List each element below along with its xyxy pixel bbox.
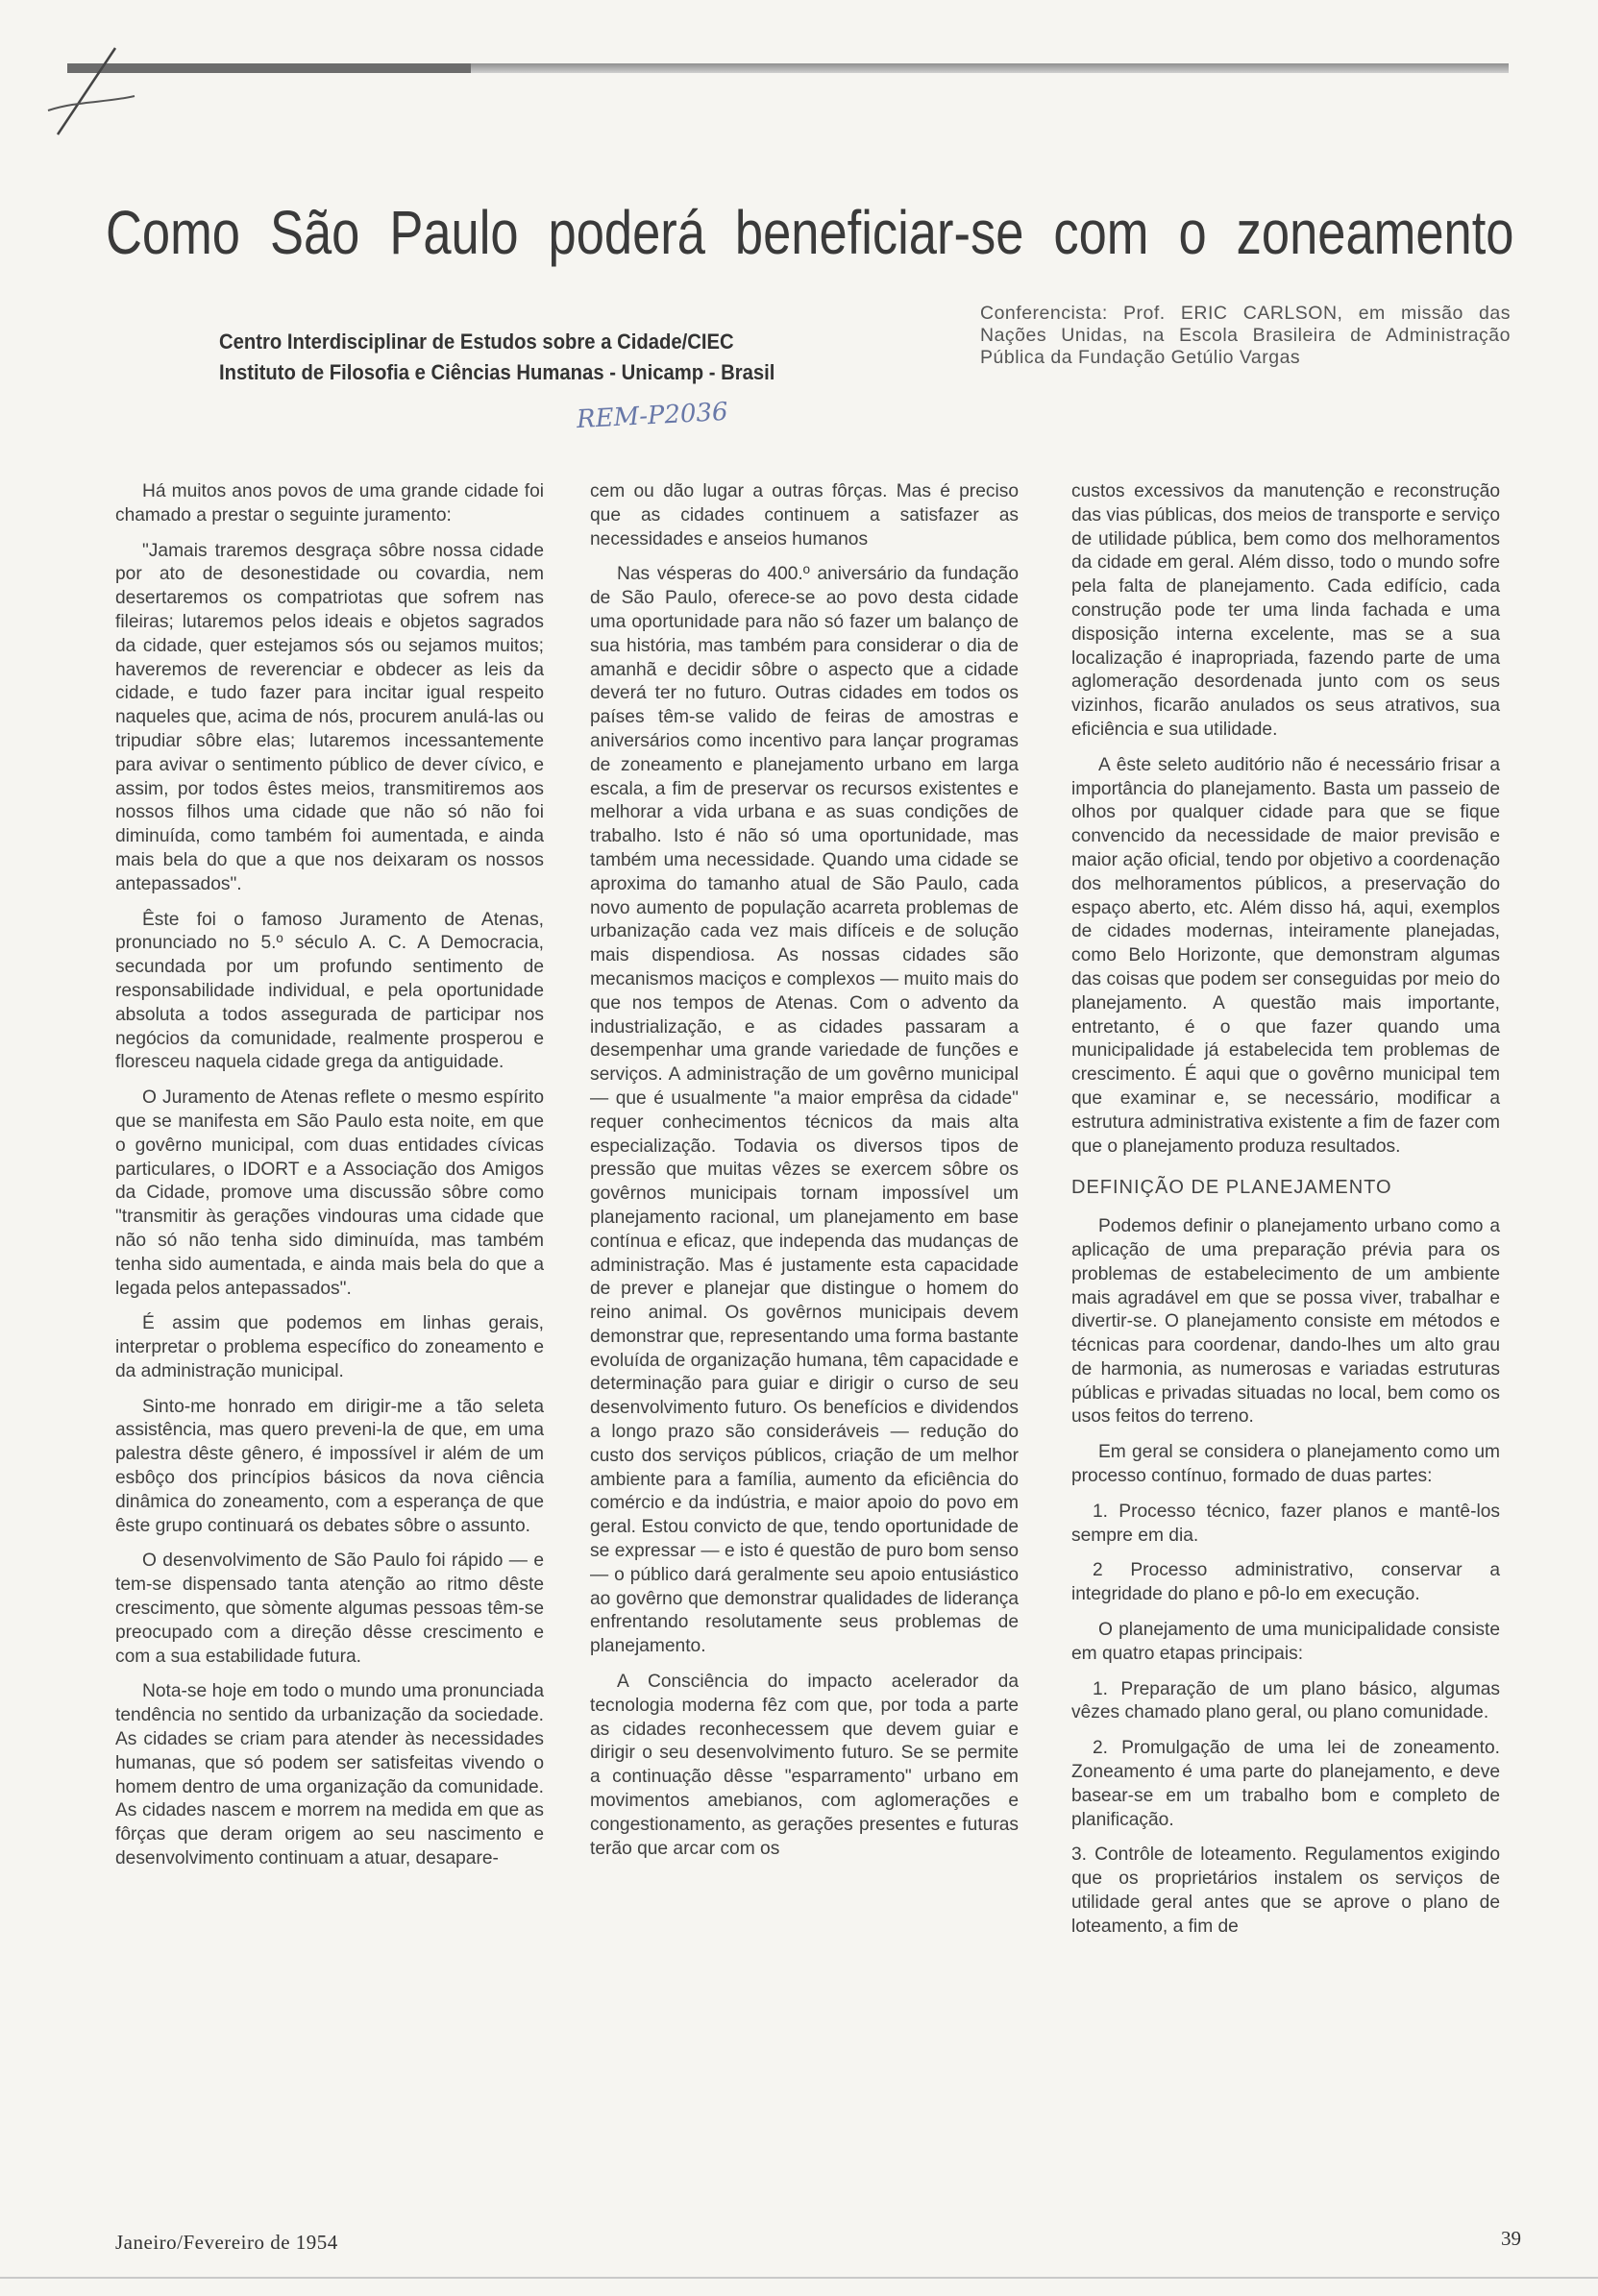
paragraph: custos excessivos da manutenção e reconstrução das vias públicas, dos meios de transporte e serviço de utilidade pública, bem como dos melhoramentos da cidade em geral. Além disso, todo o mundo sofre pela falta de planejamento. Cada edifício, cada construção pode ter uma linda fachada e uma disposição interna excelente, mas se a sua localização é inapropriada, fazendo parte de uma aglomeração desordenada junto com os seus vizinhos, ficarão anulados os seus atrativos, sua eficiência e sua utilidade.	[1071, 481, 1500, 740]
paragraph: O desenvolvimento de São Paulo foi rápido — e tem-se dispensado tanta atenção ao ritmo dêste crescimento, que sòmente algumas pessoas têm-se preocupado com a direção dêsse crescimento e com a sua estabilidade futura.	[115, 1551, 544, 1667]
pen-mark-icon	[38, 43, 154, 139]
text-column-1	[115, 480, 544, 1883]
issue-date: Janeiro/Fevereiro de 1954	[115, 2231, 338, 2254]
paragraph: cem ou dão lugar a outras fôrças. Mas é preciso que as cidades continuem a satisfazer as necessidades e anseios humanos	[590, 481, 1019, 550]
page-number: 39	[1501, 2227, 1521, 2250]
paragraph: Em geral se considera o planejamento como um processo contínuo, formado de duas partes:	[1071, 1442, 1500, 1487]
institution-line-1: Centro Interdisciplinar de Estudos sobre a Cidade/CIEC	[219, 330, 734, 354]
paragraph: "Jamais traremos desgraça sôbre nossa cidade por ato de desonestidade ou covardia, nem desertaremos os compatriotas que sofrem nas fileiras; lutaremos pelos ideais e objetos sagrados da cidade, quer estejamos sós ou sejamos muitos; haveremos de reverenciar e obdecer as leis da cidade, e tudo fazer para incitar igual respeito naqueles que, acima de nós, procurem anulá-las ou tripudiar sôbre elas; lutaremos incessantemente para avivar o sentimento público de dever cívico, e assim, por todos êstes meios, transmitiremos aos nossos filhos uma cidade que não só não foi diminuída, como também foi aumentada, e ainda mais bela do que a que nos deixaram os nossos antepassados".	[115, 540, 544, 894]
catalog-stamp: REM-P2036	[576, 397, 729, 435]
list-item: 3. Contrôle de loteamento. Regulamentos exigindo que os proprietários instalem os serviços de utilidade geral antes que se aprove o plano de loteamento, a fim de	[1071, 1844, 1500, 1937]
paragraph: Nas vésperas do 400.º aniversário da fundação de São Paulo, oferece-se ao povo desta cidade uma oportunidade para não só fazer um balanço de sua história, mas também para considerar o dia de amanhã e decidir sôbre o aspecto que a cidade deverá ter no futuro. Outras cidades em todos os países têm-se valido de feiras de amostras e aniversários como incentivo para lançar programas de zoneamento e planejamento urbano em larga escala, a fim de preservar os recursos existentes e melhorar a vida urbana e as suas condições de trabalho. Isto é não só uma oportunidade, mas também uma necessidade. Quando uma cidade se aproxima do tamanho atual de São Paulo, cada novo aumento de população acarreta problemas de urbanização cada vez mais difíceis e de solução mais dispendiosa. As nossas cidades são mecanismos maciços e complexos — muito mais do que nos tempos de Atenas. Com o advento da industrialização, e as cidades passaram a desempenhar uma grande variedade de funções e serviços. A administração de um govêrno municipal — que é usualmente "a maior emprêsa da cidade" requer conhecimentos técnicos da mais alta especialização. Todavia os diversos tipos de pressão que muitas vêzes se exercem sôbre os govêrnos municipais tornam impossível um planejamento racional, um planejamento em base contínua e eficaz, que independa das mudanças de administração. Mas é justamente esta capacidade de prever e planejar que distingue o homem do reino animal. Os govêrnos municipais devem demonstrar que, representando uma forma bastante evoluída de organização humana, têm capacidade e determinação para guiar e dirigir o curso de seu desenvolvimento futuro. Os benefícios e dividendos a longo prazo são consideráveis — redução do custo dos serviços públicos, criação de um melhor ambiente para a família, aumento da eficiência do comércio e da indústria, e maior apoio do povo em geral. Estou convicto de que, tendo oportunidade de se expressar — e isto é questão de puro bom senso — o público dará geralmente seu apoio entusiástico ao govêrno que demonstrar qualidades de liderança enfrentando resolutamente seus problemas de planejamento.	[590, 564, 1019, 1657]
paragraph: A Consciência do impacto acelerador da tecnologia moderna fêz com que, por toda a parte as cidades reconhecessem que devem guiar e dirigir o seu desenvolvimento futuro. Se se permite a continuação dêsse "esparramento" urbano em movimentos amebianos, com aglomerações e congestionamento, as gerações presentes e futuras terão que arcar com os	[590, 1672, 1019, 1859]
paragraph: Êste foi o famoso Juramento de Atenas, pronunciado no 5.º século A. C. A Democracia, secundada por um profundo sentimento de responsabilidade individual, e pela oportunidade absoluta a todos assegurada de participar nos negócios da comunidade, realmente prosperou e floresceu naquela cidade grega da antiguidade.	[115, 909, 544, 1073]
paragraph: Sinto-me honrado em dirigir-me a tão seleta assistência, mas quero preveni-la de que, em uma palestra dêste gênero, é impossível ir além de um esbôço dos princípios básicos da nova ciência dinâmica do zoneamento, com a esperança de que êste grupo continuará os debates sôbre o assunto.	[115, 1396, 544, 1536]
list-item: 2. Promulgação de uma lei de zoneamento. Zoneamento é uma parte do planejamento, e deve basear-se em um trabalho bom e completo de planificação.	[1071, 1738, 1500, 1830]
text-column-2	[590, 480, 1019, 1872]
paragraph: Podemos definir o planejamento urbano como a aplicação de uma preparação prévia para os problemas de estabelecimento de um ambiente mais agradável em que se possa viver, trabalhar e divertir-se. O planejamento consiste em métodos e técnicas para coordenar, dando-lhes um alto grau de harmonia, as numerosas e variadas estruturas públicas e privadas situadas no local, bem como os usos feitos do terreno.	[1071, 1216, 1500, 1428]
institution-block	[219, 327, 824, 388]
list-item: 2 Processo administrativo, conservar a integridade do plano e pô-lo em execução.	[1071, 1560, 1500, 1605]
section-heading: DEFINIÇÃO DE PLANEJAMENTO	[1071, 1177, 1392, 1199]
paragraph: É assim que podemos em linhas gerais, interpretar o problema específico do zoneamento e da administração municipal.	[115, 1313, 544, 1381]
bottom-rule	[0, 2277, 1598, 2279]
article-title: Como São Paulo poderá beneficiar-se com o zoneamento	[106, 198, 1514, 267]
list-item: 1. Processo técnico, fazer planos e mantê-los sempre em dia.	[1071, 1501, 1500, 1546]
paragraph: Nota-se hoje em todo o mundo uma pronunciada tendência no sentido da urbanização da sociedade. As cidades se criam para atender às necessidades humanas, que só podem ser satisfeitas vivendo o homem dentro de uma organização da comunidade. As cidades nascem e morrem na medida em que as fôrças que deram origem ao seu nascimento e desenvolvimento continuam a atuar, desapare-	[115, 1681, 544, 1869]
paragraph: O Juramento de Atenas reflete o mesmo espírito que se manifesta em São Paulo esta noite, em que o govêrno municipal, com duas entidades cívicas particulares, o IDORT e a Associação dos Amigos da Cidade, promove uma discussão sôbre como "transmitir às gerações vindouras uma cidade que não só não tenha sido diminuída, mas também tenha sido aumentada, e ainda mais bela do que a legada pelos antepassados".	[115, 1087, 544, 1299]
list-item: 1. Preparação de um plano básico, algumas vêzes chamado plano geral, ou plano comunidade.	[1071, 1678, 1500, 1723]
institution-line-2: Instituto de Filosofia e Ciências Humanas - Unicamp - Brasil	[219, 360, 775, 384]
paragraph: O planejamento de uma municipalidade consiste em quatro etapas principais:	[1071, 1620, 1500, 1664]
paragraph: A êste seleto auditório não é necessário frisar a importância do planejamento. Basta um passeio de olhos por qualquer cidade para que se fique convencido da necessidade de maior previsão e maior ação oficial, tendo por objetivo a coordenação dos melhoramentos públicos, a preservação do espaço aberto, etc. Além disso há, aqui, exemplos de cidades modernas, inteiramente planejadas, como Belo Horizonte, que demonstram algumas das coisas que podem ser conseguidas por meio do planejamento. A questão mais importante, entretanto, é o que fazer quando uma municipalidade já estabelecida tem problemas de crescimento. É aqui que o govêrno municipal tem que examinar e, se necessário, modificar a estrutura administrativa existente a fim de fazer com que o planejamento produza resultados.	[1071, 754, 1500, 1157]
paragraph: Há muitos anos povos de uma grande cidade foi chamado a prestar o seguinte juramento:	[115, 481, 544, 525]
lecturer-credit: Conferencista: Prof. ERIC CARLSON, em missão das Nações Unidas, na Escola Brasileira de Administração Pública da Fundação Getúlio Vargas	[980, 303, 1511, 368]
text-column-3	[1071, 480, 1500, 1951]
